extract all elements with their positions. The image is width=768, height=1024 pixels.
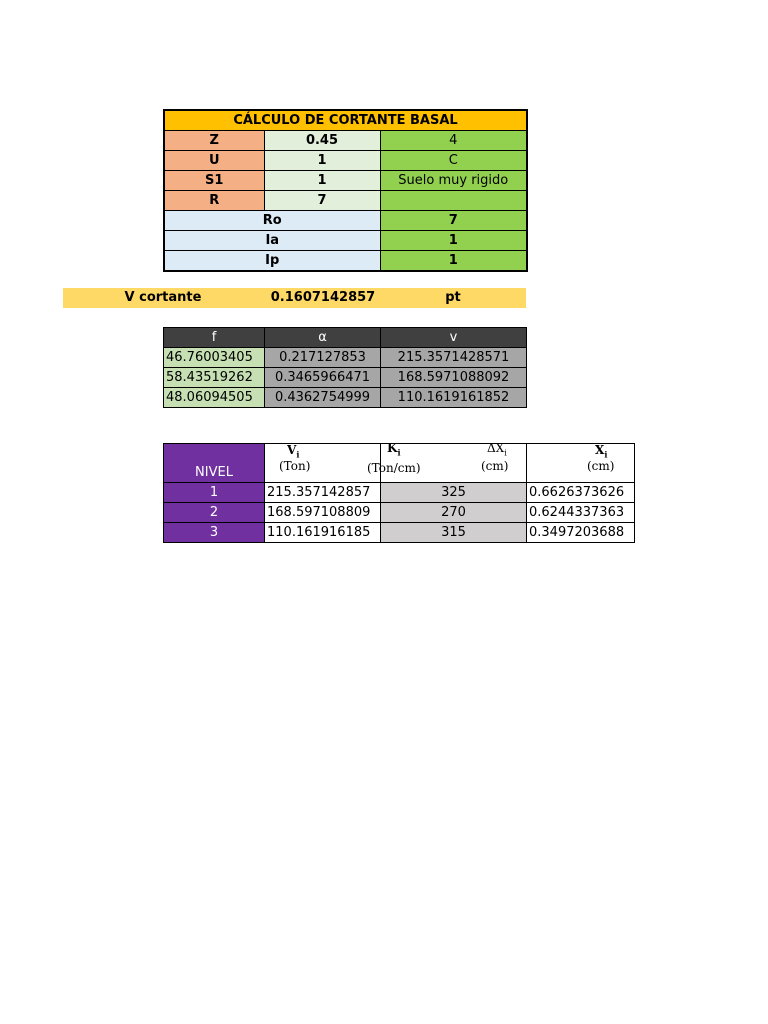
table-row	[164, 388, 527, 408]
table-row	[164, 368, 527, 388]
table-row	[164, 191, 527, 211]
ki-cell: 315	[381, 523, 527, 543]
table-row	[164, 211, 527, 231]
vi-cell: 168.597108809	[265, 503, 381, 523]
param-value: 1	[264, 151, 380, 171]
table-row	[164, 151, 527, 171]
table-cell: 46.76003405	[164, 348, 265, 368]
v-cortante-value: 0.1607142857	[270, 290, 376, 305]
nivel-cell: 2	[164, 503, 265, 523]
param-value: 7	[264, 191, 380, 211]
v-cortante-unit: pt	[445, 290, 461, 305]
table-row	[164, 483, 635, 503]
xi-symbol: $X_i$	[595, 443, 608, 460]
param-label: S1	[164, 171, 264, 191]
table-row	[164, 231, 527, 251]
ki-symbol: $K_i$	[387, 441, 401, 458]
xi-cell: 0.6626373626	[527, 483, 635, 503]
factor-value: 1	[380, 251, 527, 272]
table-cell: 215.3571428571	[381, 348, 527, 368]
nivel-cell: 3	[164, 523, 265, 543]
calc-table	[163, 109, 528, 272]
param-extra: Suelo muy rigido	[380, 171, 527, 191]
table-row	[164, 171, 527, 191]
ki-unit: (Ton/cm)	[367, 461, 421, 475]
table-row	[164, 131, 527, 151]
ki-cell: 270	[381, 503, 527, 523]
xi-cell: 0.6244337363	[527, 503, 635, 523]
param-extra: C	[380, 151, 527, 171]
param-label: U	[164, 151, 264, 171]
table-cell: 168.5971088092	[381, 368, 527, 388]
param-label: Z	[164, 131, 264, 151]
param-label: R	[164, 191, 264, 211]
param-extra: 4	[380, 131, 527, 151]
nivel-cell: 1	[164, 483, 265, 503]
vi-cell: 215.357142857	[265, 483, 381, 503]
column-header: v	[381, 328, 527, 348]
param-extra	[380, 191, 527, 211]
factor-value: 1	[380, 231, 527, 251]
table-row	[164, 251, 527, 272]
table-row	[164, 348, 527, 368]
vi-header	[265, 444, 381, 483]
table-cell: 58.43519262	[164, 368, 265, 388]
factor-value: 7	[380, 211, 527, 231]
table-header-row	[164, 328, 527, 348]
v-cortante-row	[63, 288, 526, 308]
param-value: 0.45	[264, 131, 380, 151]
table-row	[164, 503, 635, 523]
alpha-table	[163, 327, 527, 408]
table-cell: 0.3465966471	[265, 368, 381, 388]
table-cell: 48.06094505	[164, 388, 265, 408]
vi-cell: 110.161916185	[265, 523, 381, 543]
ki-cell: 325	[381, 483, 527, 503]
calc-table-title: CÁLCULO DE CORTANTE BASAL	[164, 110, 527, 131]
factor-label: Ia	[164, 231, 380, 251]
column-header: f	[164, 328, 265, 348]
param-value: 1	[264, 171, 380, 191]
table-header-row	[164, 444, 635, 483]
column-header: α	[265, 328, 381, 348]
dxi-symbol: $\Delta X_i$	[487, 441, 507, 458]
xi-cell: 0.3497203688	[527, 523, 635, 543]
ki-dxi-header	[367, 441, 527, 483]
v-cortante-label: V cortante	[124, 290, 202, 305]
xi-header	[527, 444, 635, 483]
xi-unit: (cm)	[587, 459, 615, 473]
dxi-unit: (cm)	[481, 459, 509, 473]
nivel-header: NIVEL	[164, 444, 265, 483]
table-row	[164, 523, 635, 543]
table-cell: 110.1619161852	[381, 388, 527, 408]
table-cell: 0.217127853	[265, 348, 381, 368]
nivel-table	[163, 443, 635, 543]
factor-label: Ro	[164, 211, 380, 231]
factor-label: Ip	[164, 251, 380, 272]
table-cell: 0.4362754999	[265, 388, 381, 408]
vi-unit: (Ton)	[279, 459, 311, 473]
vi-symbol: $V_i$	[287, 443, 300, 460]
